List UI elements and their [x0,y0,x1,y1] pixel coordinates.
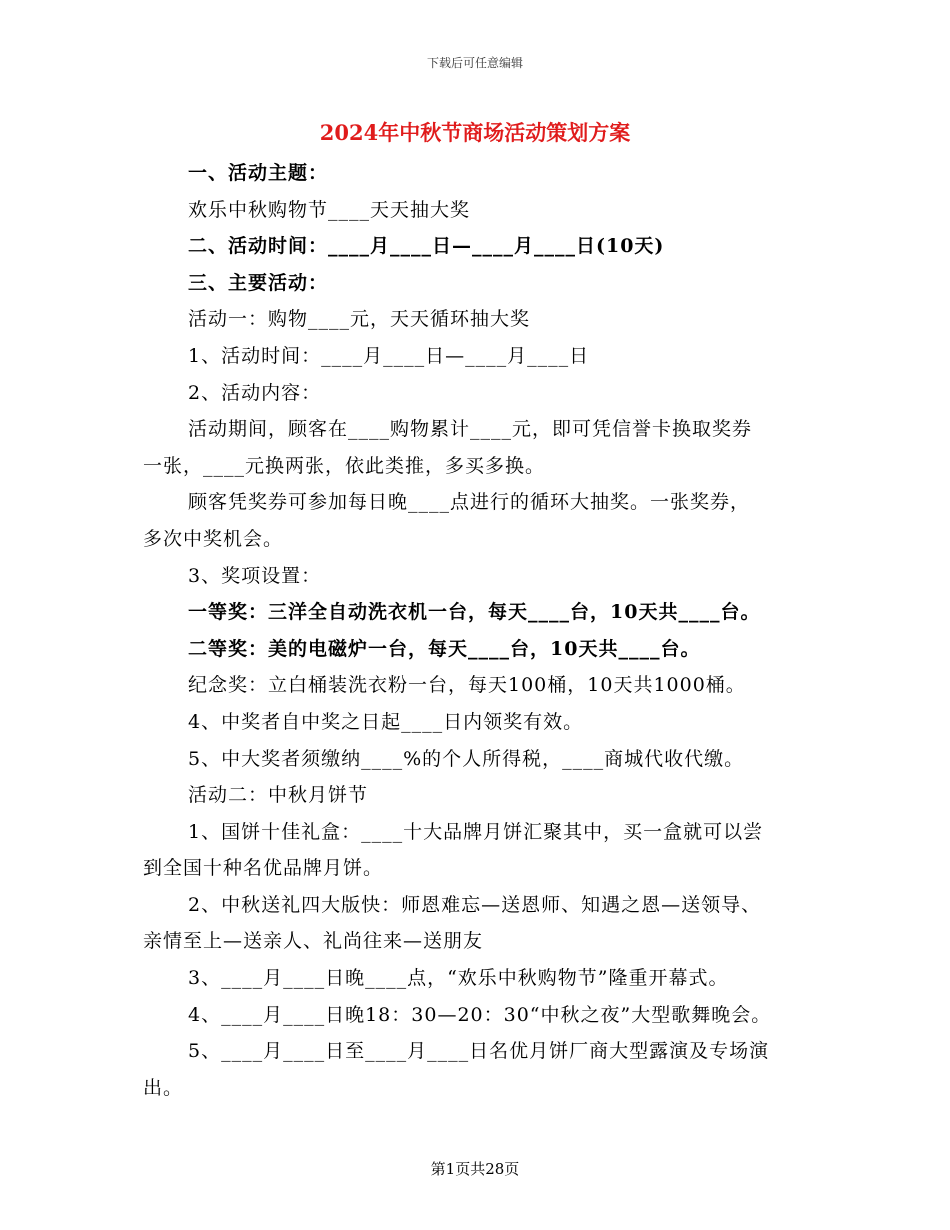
paragraph-line: 亲情至上—送亲人、礼尚往来—送朋友 [143,930,484,953]
paragraph-line: 二、活动时间：____月____日—____月____日(10天) [188,235,665,258]
paragraph-line: 多次中奖机会。 [143,527,284,550]
page-header: 下载后可任意编辑 [426,56,523,70]
paragraph-line: 一张，____元换两张，依此类推，多买多换。 [143,454,546,477]
paragraph-line: 二等奖：美的电磁炉一台，每天____台，10天共____台。 [188,637,701,660]
paragraph-line: 2、活动内容： [188,381,322,404]
document-title: 2024年中秋节商场活动策划方案 [319,120,631,145]
paragraph-line: 欢乐中秋购物节____天天抽大奖 [188,198,471,221]
paragraph-line: 出。 [143,1076,184,1099]
paragraph-line: 顾客凭奖券可参加每日晚____点进行的循环大抽奖。一张奖券， [188,491,751,514]
paragraph-line: 5、____月____日至____月____日名优月饼厂商大型露演及专场演 [188,1040,770,1063]
page-footer: 第1页共28页 [430,1160,520,1178]
paragraph-line: 1、活动时间：____月____日—____月____日 [188,344,590,367]
paragraph-line: 活动一：购物____元，天天循环抽大奖 [188,308,531,331]
paragraph-line: 活动二：中秋月饼节 [188,784,369,807]
paragraph-line: 4、____月____日晚18：30—20：30“中秋之夜”大型歌舞晚会。 [188,1003,772,1026]
paragraph-line: 3、____月____日晚____点，“欢乐中秋购物节”隆重开幕式。 [188,967,729,990]
paragraph-line: 活动期间，顾客在____购物累计____元，即可凭信誉卡换取奖券 [188,418,753,441]
paragraph-line: 4、中奖者自中奖之日起____日内领奖有效。 [188,710,584,733]
paragraph-line: 1、国饼十佳礼盒：____十大品牌月饼汇聚其中，买一盒就可以尝 [188,820,764,843]
paragraph-line: 到全国十种名优品牌月饼。 [143,857,384,880]
paragraph-line: 纪念奖：立白桶装洗衣粉一台，每天100桶，10天共1000桶。 [188,674,746,697]
paragraph-line: 2、中秋送礼四大版快：师恩难忘—送恩师、知遇之恩—送领导、 [188,893,762,916]
paragraph-line: 一、活动主题： [188,162,329,184]
paragraph-line: 3、奖项设置： [188,564,322,587]
paragraph-line: 三、主要活动： [188,271,329,294]
paragraph-line: 一等奖：三洋全自动洗衣机一台，每天____台，10天共____台。 [188,601,761,624]
document-body [143,155,808,1106]
paragraph-line: 5、中大奖者须缴纳____%的个人所得税，____商城代收代缴。 [188,747,745,770]
